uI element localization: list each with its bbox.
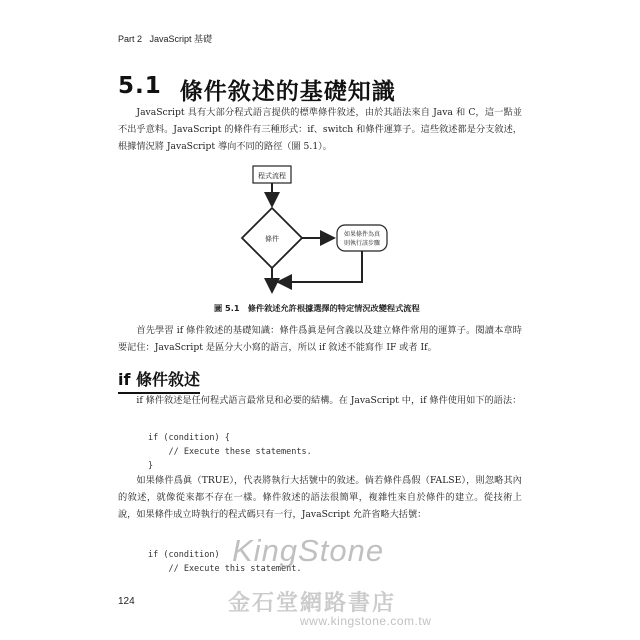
code-block-if-braces: if (condition) { // Execute these statements. }: [148, 433, 312, 471]
flowchart-diagram: [230, 160, 430, 300]
header-title: JavaScript 基礎: [149, 34, 213, 44]
subsection-heading: if 條件敘述: [118, 367, 200, 394]
true-false-paragraph: [118, 472, 522, 523]
condition-label: 條件: [265, 235, 279, 243]
header-part: Part 2: [118, 34, 143, 44]
running-header: [118, 32, 212, 45]
watermark-url: www.kingstone.com.tw: [300, 614, 432, 628]
basics-paragraph: [118, 322, 522, 356]
intro-text: JavaScript 具有大部分程式語言提供的標準條件敘述，由於其語法來自 Java 和 C，這一點並不出乎意料。JavaScript 的條件有三種形式：if、switch 和條件運算子。這些敘述都是分支敘述，根據情況將 JavaScript 導向不同的路徑（圖 5.1）。: [118, 107, 522, 152]
basics-text: 首先學習 if 條件敘述的基礎知識：條件爲眞是何含義以及建立條件常用的運算子。閱讀本章時要記住：JavaScript 是區分大小寫的語言，所以 if 敘述不能寫作 IF 或者 If。: [118, 325, 522, 353]
page-number: 124: [118, 596, 135, 607]
action-label-line2: 則執行該步驟: [343, 240, 381, 247]
action-box: [337, 225, 387, 251]
if-intro-paragraph: [118, 392, 522, 409]
intro-paragraph: [118, 104, 522, 155]
section-number: 5.1: [118, 73, 162, 99]
section-title: 條件敘述的基礎知識: [179, 79, 396, 105]
section-heading: [118, 73, 396, 106]
watermark-chinese-name: 金石堂網路書店: [228, 590, 397, 616]
arrow-action-return: [280, 251, 362, 282]
if-intro-text: if 條件敘述是任何程式語言最常見和必要的結構。在 JavaScript 中，if 條件使用如下的語法：: [136, 395, 522, 406]
watermark-brand: KingStone: [232, 533, 385, 568]
code-block-if-single: if (condition) // Execute this statement.: [148, 550, 302, 574]
true-false-text: 如果條件爲眞（TRUE），代表將執行大括號中的敘述。倘若條件爲假（FALSE），則忽略其內的敘述，就像從來都不存在一樣。條件敘述的語法很簡單，複雜性來自於條件的建立。從技術上說，如果條件成立時執行的程式碼只有一行，JavaScript 允許省略大括號：: [118, 475, 522, 520]
action-label-line1: 如果條件為真: [343, 231, 381, 238]
flow-start-label: 程式流程: [258, 172, 286, 180]
figure-caption: 圖 5.1 條件敘述允許根據選擇的特定情況改變程式流程: [214, 303, 420, 313]
